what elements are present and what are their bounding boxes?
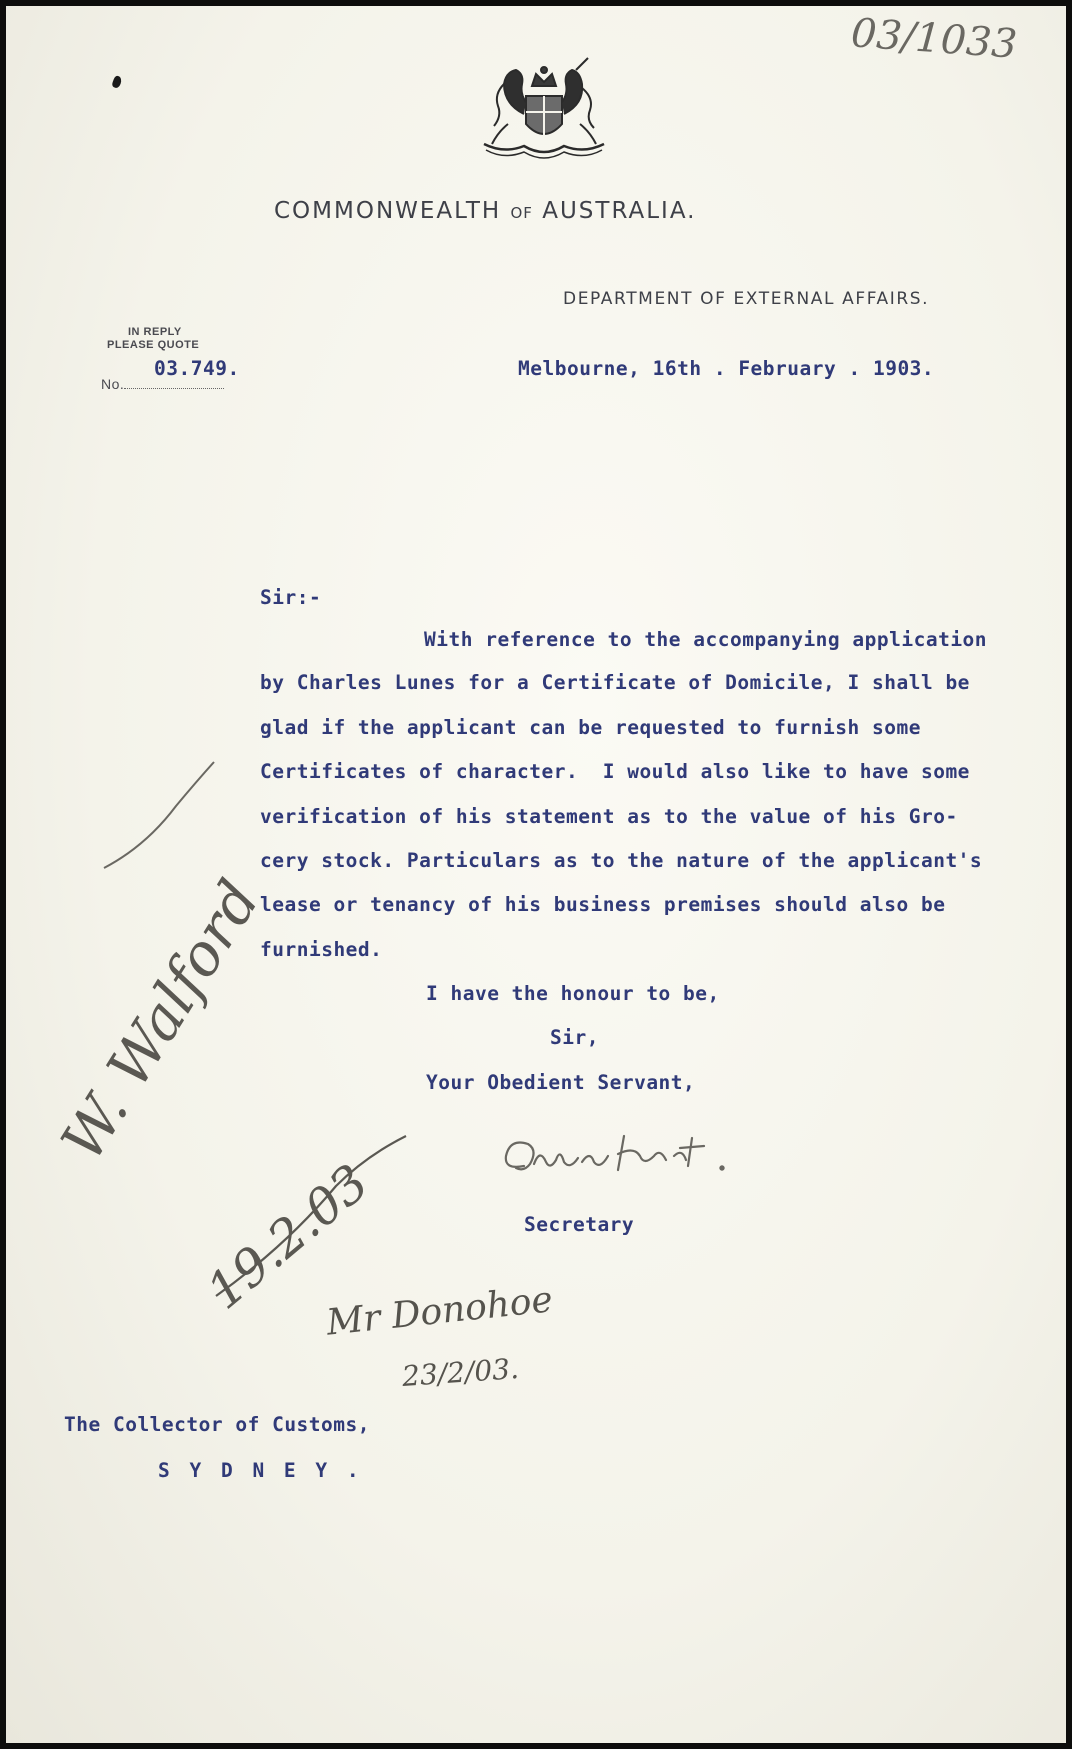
handwritten-initials: W. Walford (48, 868, 273, 1173)
ink-mark (111, 75, 123, 89)
letterhead-country (274, 198, 696, 224)
date-line: Melbourne, 16th . February . 1903. (518, 357, 935, 380)
handwritten-date: 19.2.03 (196, 1153, 380, 1321)
pencil-stroke-margin (96, 756, 236, 876)
body-line: furnished. (260, 938, 383, 961)
closing-servant: Your Obedient Servant, (426, 1071, 696, 1094)
letterhead-of: OF (510, 204, 533, 222)
reply-no-dots (124, 388, 224, 389)
closing-line: I have the honour to be, (426, 982, 720, 1005)
body-line: glad if the applicant can be requested to furnish some (260, 716, 921, 739)
handwritten-note-name: Mr Donohoe (324, 1279, 555, 1344)
addressee-line2: S Y D N E Y . (158, 1459, 363, 1482)
pencil-stroke-date (206, 1126, 426, 1306)
reply-line2: PLEASE QUOTE (107, 339, 200, 351)
salutation: Sir:- (260, 586, 322, 609)
letter-page (6, 6, 1066, 1743)
closing-secretary: Secretary (524, 1213, 635, 1236)
coat-of-arms-seal (464, 54, 624, 164)
file-reference: 03/1033 (849, 10, 1019, 68)
reply-number: 03.749. (154, 357, 240, 380)
letterhead-department: DEPARTMENT OF EXTERNAL AFFAIRS. (563, 289, 930, 309)
reply-no-text: No. (101, 376, 125, 392)
addressee-line1: The Collector of Customs, (64, 1413, 370, 1436)
closing-sir: Sir, (550, 1026, 599, 1049)
letterhead-australia: AUSTRALIA. (542, 198, 697, 224)
body-line: by Charles Lunes for a Certificate of Domicile, I shall be (260, 671, 970, 694)
body-line: Certificates of character. I would also like to have some (260, 760, 970, 783)
body-line: With reference to the accompanying application (424, 628, 988, 651)
letterhead-commonwealth: COMMONWEALTH (274, 198, 502, 224)
body-line: verification of his statement as to the value of his Gro- (260, 805, 958, 828)
secretary-signature (494, 1126, 774, 1196)
handwritten-note-date: 23/2/03. (400, 1351, 520, 1394)
body-line: lease or tenancy of his business premises should also be (260, 893, 946, 916)
body-line: cery stock. Particulars as to the nature of the applicant's (260, 849, 983, 872)
reply-line1: IN REPLY (128, 326, 182, 338)
